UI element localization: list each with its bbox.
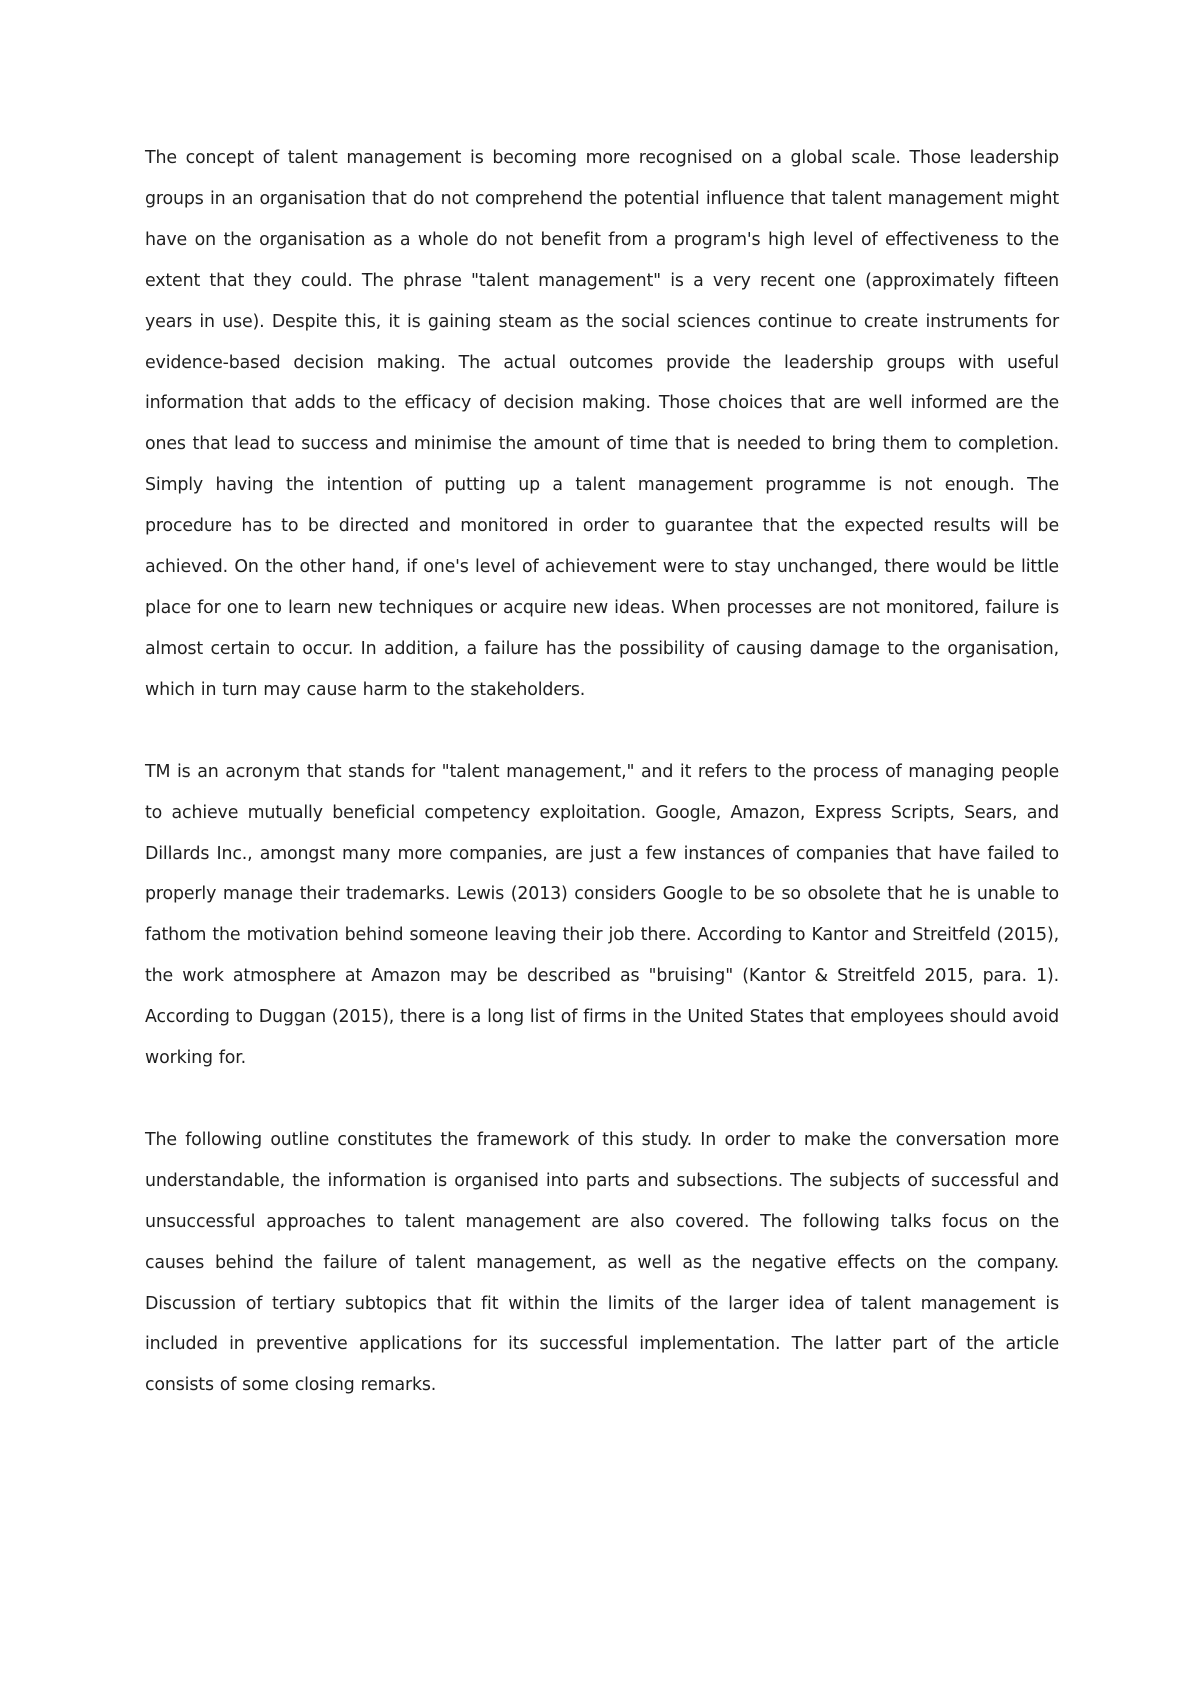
paragraph-1: The concept of talent management is becoming more recognised on a global scale. Those leadership groups in an organisation that do not comprehend the potential influence that talent management might have on the organisation as a whole do not benefit from a program's high level of effectiveness to the extent that they could. The phrase "talent management" is a very recent one (approximately fifteen years in use). Despite this, it is gaining steam as the social sciences continue to create instruments for evidence-based decision making. The actual outcomes provide the leadership groups with useful information that adds to the efficacy of decision making. Those choices that are well informed are the ones that lead to success and minimise the amount of time that is needed to bring them to completion. Simply having the intention of putting up a talent management programme is not enough. The procedure has to be directed and monitored in order to guarantee that the expected results will be achieved. On the other hand, if one's level of achievement were to stay unchanged, there would be little place for one to learn new techniques or acquire new ideas. When processes are not monitored, failure is almost certain to occur. In addition, a failure has the possibility of causing damage to the organisation, which in turn may cause harm to the stakeholders. [145, 148, 1059, 700]
paragraph-3: The following outline constitutes the framework of this study. In order to make the conversation more understandable, the information is organised into parts and subsections. The subjects of successful and unsuccessful approaches to talent management are also covered. The following talks focus on the causes behind the failure of talent management, as well as the negative effects on the company. Discussion of tertiary subtopics that fit within the limits of the larger idea of talent management is included in preventive applications for its successful implementation. The latter part of the article consists of some closing remarks. [145, 1129, 1059, 1396]
document-body [145, 138, 1059, 1447]
paragraph-2: TM is an acronym that stands for "talent management," and it refers to the process of managing people to achieve mutually beneficial competency exploitation. Google, Amazon, Express Scripts, Sears, and Dillards Inc., amongst many more companies, are just a few instances of companies that have failed to properly manage their trademarks. Lewis (2013) considers Google to be so obsolete that he is unable to fathom the motivation behind someone leaving their job there. According to Kantor and Streitfeld (2015), the work atmosphere at Amazon may be described as "bruising" (Kantor & Streitfeld 2015, para. 1). According to Duggan (2015), there is a long list of firms in the United States that employees should avoid working for. [145, 761, 1059, 1069]
